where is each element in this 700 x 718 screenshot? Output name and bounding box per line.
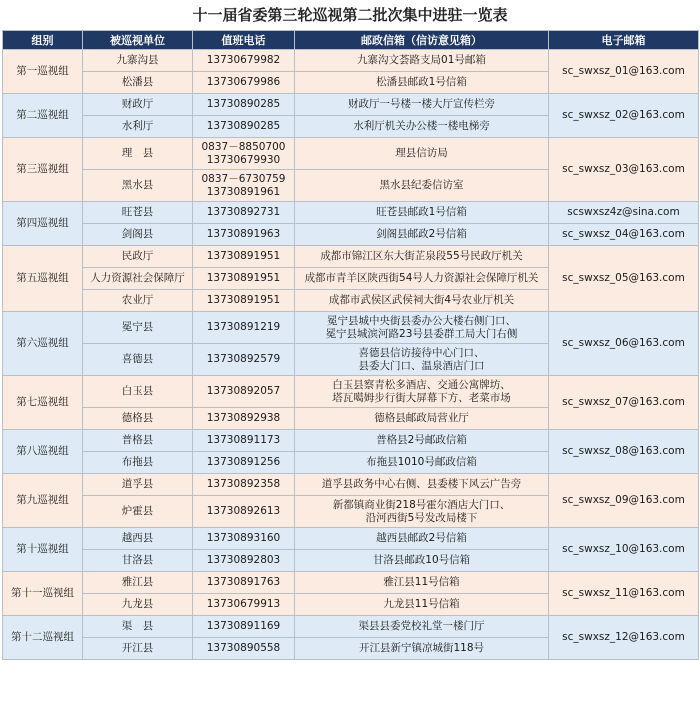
- phone-cell: [193, 616, 295, 638]
- mailbox-line: 理县信访局: [395, 147, 448, 159]
- header-email: 电子邮箱: [549, 31, 699, 50]
- unit-cell: 喜德县: [83, 344, 193, 376]
- phone-number: 13730890285: [206, 98, 281, 110]
- phone-number: 13730892731: [206, 206, 281, 218]
- phone-number: 13730891961: [206, 185, 281, 198]
- table-header-row: [3, 31, 699, 50]
- header-mailbox: 邮政信箱（信访意见箱）: [295, 31, 549, 50]
- phone-number: 13730679913: [206, 598, 281, 610]
- table-row: [3, 50, 699, 72]
- unit-cell: 财政厅: [83, 94, 193, 116]
- unit-cell: 旺苍县: [83, 202, 193, 224]
- mailbox-line: 越西县邮政2号信箱: [376, 532, 467, 544]
- phone-number: 13730892057: [206, 385, 281, 397]
- unit-cell: 剑阁县: [83, 224, 193, 246]
- phone-number: 13730891763: [206, 576, 281, 588]
- mailbox-line: 冕宁县城中央街县委办公大楼右侧门口、: [327, 314, 516, 327]
- mailbox-line: 布拖县1010号邮政信箱: [366, 456, 477, 468]
- phone-number: 0837－6730759: [201, 172, 286, 185]
- header-group: 组别: [3, 31, 83, 50]
- phone-number: 13730679930: [206, 153, 281, 166]
- mailbox-line: 冕宁县城滨河路23号县委群工局大门右侧: [325, 327, 518, 340]
- email-cell: sc_swxsz_08@163.com: [549, 430, 699, 474]
- mailbox-cell: [295, 430, 549, 452]
- mailbox-line: 县委大门口、温泉酒店门口: [358, 359, 485, 372]
- header-phone: 值班电话: [193, 31, 295, 50]
- phone-cell: [193, 550, 295, 572]
- phone-cell: [193, 344, 295, 376]
- group-name-cell: 第十二巡视组: [3, 616, 83, 660]
- table-row: [3, 246, 699, 268]
- phone-number: 13730891951: [206, 250, 281, 262]
- unit-cell: 越西县: [83, 528, 193, 550]
- phone-cell: [193, 94, 295, 116]
- mailbox-cell: [295, 290, 549, 312]
- phone-cell: [193, 50, 295, 72]
- email-cell: sc_swxsz_07@163.com: [549, 376, 699, 430]
- phone-cell: [193, 572, 295, 594]
- mailbox-cell: [295, 72, 549, 94]
- phone-number: 13730679986: [206, 76, 281, 88]
- unit-cell: 九寨沟县: [83, 50, 193, 72]
- mailbox-line: 松潘县邮政1号信箱: [376, 76, 467, 88]
- page-title: 十一届省委第三轮巡视第二批次集中进驻一览表: [192, 6, 508, 24]
- mailbox-line: 沿河西街5号发改局楼下: [365, 511, 478, 524]
- mailbox-line: 财政厅一号楼一楼大厅宣传栏旁: [348, 98, 495, 110]
- phone-number: 13730891951: [206, 294, 281, 306]
- phone-number: 13730890285: [206, 120, 281, 132]
- mailbox-cell: [295, 572, 549, 594]
- table-row: [3, 202, 699, 224]
- mailbox-line: 道孚县政务中心右侧、县委楼下风云广告旁: [321, 478, 522, 490]
- phone-number: 13730892358: [206, 478, 281, 490]
- table-row: [3, 376, 699, 408]
- email-cell: sc_swxsz_09@163.com: [549, 474, 699, 528]
- mailbox-line: 黑水县纪委信访室: [379, 179, 464, 191]
- phone-cell: [193, 312, 295, 344]
- phone-cell: [193, 528, 295, 550]
- group-name-cell: 第三巡视组: [3, 138, 83, 202]
- email-cell: sc_swxsz_02@163.com: [549, 94, 699, 138]
- group-name-cell: 第二巡视组: [3, 94, 83, 138]
- email-cell: scswxsz4z@sina.com: [549, 202, 699, 224]
- phone-cell: [193, 246, 295, 268]
- unit-cell: 水利厅: [83, 116, 193, 138]
- unit-cell: 民政厅: [83, 246, 193, 268]
- mailbox-line: 成都市锦江区东大街芷泉段55号民政厅机关: [320, 250, 523, 262]
- mailbox-line: 新都镇商业街218号霍尔酒店大门口、: [332, 498, 511, 511]
- email-cell: sc_swxsz_11@163.com: [549, 572, 699, 616]
- mailbox-line: 雅江县11号信箱: [383, 576, 460, 588]
- unit-cell: 农业厅: [83, 290, 193, 312]
- mailbox-line: 白玉县察青松多酒店、交通公寓牌坊、: [332, 378, 511, 391]
- table-row: [3, 572, 699, 594]
- unit-cell: 松潘县: [83, 72, 193, 94]
- mailbox-line: 成都市武侯区武侯祠大街4号农业厅机关: [328, 294, 515, 306]
- group-name-cell: 第七巡视组: [3, 376, 83, 430]
- phone-cell: [193, 376, 295, 408]
- group-name-cell: 第四巡视组: [3, 202, 83, 246]
- mailbox-cell: [295, 594, 549, 616]
- table-row: [3, 528, 699, 550]
- table-row: [3, 430, 699, 452]
- mailbox-cell: [295, 376, 549, 408]
- mailbox-cell: [295, 550, 549, 572]
- table-row: [3, 224, 699, 246]
- mailbox-cell: [295, 474, 549, 496]
- mailbox-cell: [295, 138, 549, 170]
- phone-number: 13730890558: [206, 642, 281, 654]
- phone-cell: [193, 430, 295, 452]
- phone-number: 13730891963: [206, 228, 281, 240]
- unit-cell: 冕宁县: [83, 312, 193, 344]
- phone-number: 13730891256: [206, 456, 281, 468]
- mailbox-cell: [295, 202, 549, 224]
- mailbox-cell: [295, 638, 549, 660]
- table-row: [3, 616, 699, 638]
- table-row: [3, 474, 699, 496]
- group-name-cell: 第一巡视组: [3, 50, 83, 94]
- phone-number: 13730891173: [206, 434, 281, 446]
- unit-cell: 白玉县: [83, 376, 193, 408]
- mailbox-line: 德格县邮政局营业厅: [374, 412, 469, 424]
- phone-cell: [193, 268, 295, 290]
- phone-number: 13730891951: [206, 272, 281, 284]
- inspection-table: [2, 30, 699, 660]
- phone-cell: [193, 138, 295, 170]
- phone-number: 13730892938: [206, 412, 281, 424]
- unit-cell: 人力资源社会保障厅: [83, 268, 193, 290]
- mailbox-line: 普格县2号邮政信箱: [376, 434, 467, 446]
- phone-number: 0837－8850700: [201, 140, 286, 153]
- phone-cell: [193, 452, 295, 474]
- table-body: [3, 50, 699, 660]
- group-name-cell: 第六巡视组: [3, 312, 83, 376]
- phone-cell: [193, 496, 295, 528]
- email-cell: sc_swxsz_10@163.com: [549, 528, 699, 572]
- unit-cell: 炉霍县: [83, 496, 193, 528]
- unit-cell: 布拖县: [83, 452, 193, 474]
- mailbox-line: 九寨沟文荟路支局01号邮箱: [357, 54, 486, 66]
- group-name-cell: 第九巡视组: [3, 474, 83, 528]
- phone-number: 13730891219: [206, 321, 281, 333]
- header-unit: 被巡视单位: [83, 31, 193, 50]
- phone-cell: [193, 72, 295, 94]
- unit-cell: 开江县: [83, 638, 193, 660]
- unit-cell: 渠 县: [83, 616, 193, 638]
- mailbox-line: 开江县新宁镇凉城街118号: [358, 642, 485, 654]
- mailbox-cell: [295, 246, 549, 268]
- phone-cell: [193, 224, 295, 246]
- phone-cell: [193, 202, 295, 224]
- mailbox-line: 九龙县11号信箱: [383, 598, 460, 610]
- mailbox-line: 剑阁县邮政2号信箱: [376, 228, 467, 240]
- table-row: [3, 312, 699, 344]
- mailbox-cell: [295, 116, 549, 138]
- mailbox-cell: [295, 408, 549, 430]
- table-row: [3, 138, 699, 170]
- unit-cell: 甘洛县: [83, 550, 193, 572]
- unit-cell: 黑水县: [83, 170, 193, 202]
- unit-cell: 普格县: [83, 430, 193, 452]
- mailbox-cell: [295, 616, 549, 638]
- mailbox-cell: [295, 170, 549, 202]
- mailbox-line: 甘洛县邮政10号信箱: [372, 554, 471, 566]
- phone-number: 13730892613: [206, 505, 281, 517]
- phone-cell: [193, 116, 295, 138]
- group-name-cell: 第八巡视组: [3, 430, 83, 474]
- mailbox-cell: [295, 312, 549, 344]
- group-name-cell: 第五巡视组: [3, 246, 83, 312]
- email-cell: sc_swxsz_12@163.com: [549, 616, 699, 660]
- phone-number: 13730891169: [206, 620, 281, 632]
- mailbox-cell: [295, 528, 549, 550]
- phone-cell: [193, 474, 295, 496]
- mailbox-cell: [295, 452, 549, 474]
- group-name-cell: 第十一巡视组: [3, 572, 83, 616]
- mailbox-line: 水利厅机关办公楼一楼电梯旁: [353, 120, 490, 132]
- table-row: [3, 94, 699, 116]
- mailbox-cell: [295, 94, 549, 116]
- phone-number: 13730679982: [206, 54, 281, 66]
- group-name-cell: 第十巡视组: [3, 528, 83, 572]
- phone-cell: [193, 170, 295, 202]
- mailbox-cell: [295, 50, 549, 72]
- phone-number: 13730892579: [206, 353, 281, 365]
- email-cell: sc_swxsz_04@163.com: [549, 224, 699, 246]
- mailbox-cell: [295, 224, 549, 246]
- phone-number: 13730892803: [206, 554, 281, 566]
- email-cell: sc_swxsz_06@163.com: [549, 312, 699, 376]
- phone-cell: [193, 638, 295, 660]
- mailbox-cell: [295, 496, 549, 528]
- email-cell: sc_swxsz_05@163.com: [549, 246, 699, 312]
- unit-cell: 德格县: [83, 408, 193, 430]
- mailbox-line: 成都市青羊区陕西街54号人力资源社会保障厅机关: [304, 272, 539, 284]
- mailbox-line: 旺苍县邮政1号信箱: [376, 206, 467, 218]
- mailbox-cell: [295, 268, 549, 290]
- phone-cell: [193, 408, 295, 430]
- email-cell: sc_swxsz_03@163.com: [549, 138, 699, 202]
- phone-number: 13730893160: [206, 532, 281, 544]
- phone-cell: [193, 290, 295, 312]
- phone-cell: [193, 594, 295, 616]
- unit-cell: 九龙县: [83, 594, 193, 616]
- mailbox-line: 渠县县委党校礼堂一楼门厅: [358, 620, 485, 632]
- unit-cell: 雅江县: [83, 572, 193, 594]
- mailbox-cell: [295, 344, 549, 376]
- mailbox-line: 塔瓦噶姆步行街大屏幕下方、老菜市场: [332, 391, 511, 404]
- unit-cell: 理 县: [83, 138, 193, 170]
- unit-cell: 道孚县: [83, 474, 193, 496]
- email-cell: sc_swxsz_01@163.com: [549, 50, 699, 94]
- mailbox-line: 喜德县信访接待中心门口、: [358, 346, 485, 359]
